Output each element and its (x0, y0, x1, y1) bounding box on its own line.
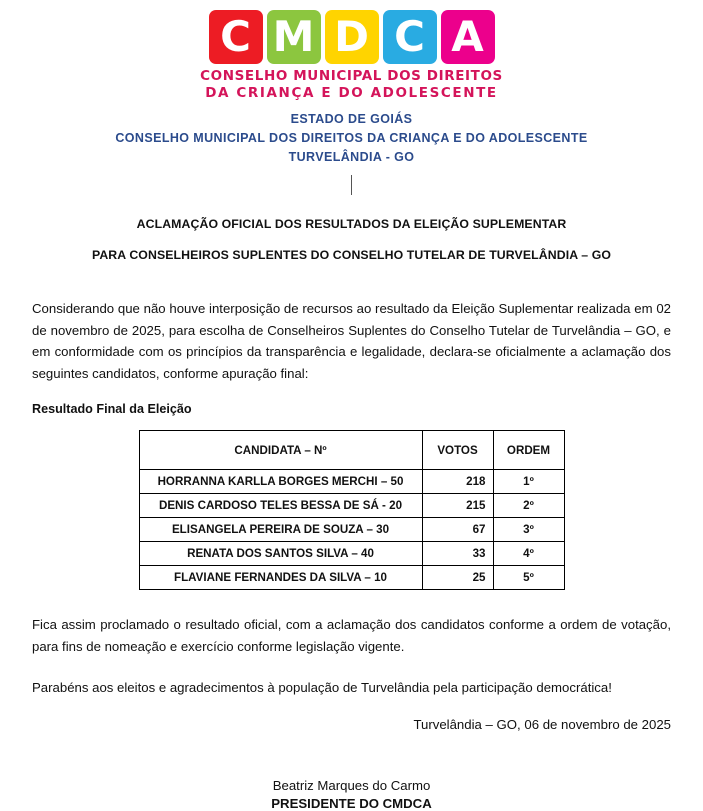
header-state: ESTADO DE GOIÁS (290, 112, 413, 126)
logo-tile-m: M (267, 10, 321, 64)
logo-tile-d: D (325, 10, 379, 64)
header-city: TURVELÂNDIA - GO (288, 150, 415, 164)
logo-subtitle-line2: DA CRIANÇA E DO ADOLESCENTE (205, 85, 498, 101)
logo-letter-tiles (200, 10, 503, 64)
column-header-candidate: CANDIDATA – Nº (139, 431, 422, 470)
cmdca-logo (200, 10, 503, 101)
cell-candidate: FLAVIANE FERNANDES DA SILVA – 10 (139, 566, 422, 590)
signature-block (28, 778, 675, 811)
signatory-role: PRESIDENTE DO CMDCA (271, 795, 432, 811)
cell-order: 1º (493, 470, 564, 494)
cell-candidate: RENATA DOS SANTOS SILVA – 40 (139, 542, 422, 566)
table-row (139, 542, 564, 566)
header-divider (351, 175, 352, 195)
logo-block (28, 0, 675, 102)
logo-tile-c1: C (209, 10, 263, 64)
column-header-votes: VOTOS (422, 431, 493, 470)
cell-order: 2º (493, 494, 564, 518)
table-row (139, 518, 564, 542)
proclamation-paragraph: Fica assim proclamado o resultado oficial, com a aclamação dos candidatos conforme a ordem de votação, para fins de nomeação e exercício conforme legislação vigente. (32, 617, 671, 654)
cell-votes: 25 (422, 566, 493, 590)
column-header-order: ORDEM (493, 431, 564, 470)
table-header-row (139, 431, 564, 470)
cell-order: 5º (493, 566, 564, 590)
header-council: CONSELHO MUNICIPAL DOS DIREITOS DA CRIANÇA E DO ADOLESCENTE (115, 131, 588, 145)
cell-candidate: ELISANGELA PEREIRA DE SOUZA – 30 (139, 518, 422, 542)
signatory-name: Beatriz Marques do Carmo (272, 777, 431, 793)
cell-candidate: HORRANNA KARLLA BORGES MERCHI – 50 (139, 470, 422, 494)
table-body (139, 470, 564, 590)
cell-order: 3º (493, 518, 564, 542)
logo-tile-a: A (441, 10, 495, 64)
table-row (139, 494, 564, 518)
results-table (139, 430, 565, 590)
place-and-date: Turvelândia – GO, 06 de novembro de 2025 (413, 716, 671, 732)
table-head (139, 431, 564, 470)
cell-order: 4º (493, 542, 564, 566)
page-title: ACLAMAÇÃO OFICIAL DOS RESULTADOS DA ELEIÇÃO SUPLEMENTAR (136, 217, 567, 231)
results-label: Resultado Final da Eleição (32, 402, 192, 416)
table-row (139, 566, 564, 590)
cell-votes: 33 (422, 542, 493, 566)
logo-tile-c2: C (383, 10, 437, 64)
organization-header (28, 110, 675, 167)
cell-votes: 67 (422, 518, 493, 542)
cell-votes: 218 (422, 470, 493, 494)
logo-subtitle-line1: CONSELHO MUNICIPAL DOS DIREITOS (200, 68, 503, 84)
cell-candidate: DENIS CARDOSO TELES BESSA DE SÁ - 20 (139, 494, 422, 518)
page-subtitle: PARA CONSELHEIROS SUPLENTES DO CONSELHO TUTELAR DE TURVELÂNDIA – GO (91, 248, 612, 262)
intro-paragraph: Considerando que não houve interposição de recursos ao resultado da Eleição Suplementar realizada em 02 de novembro de 2025, para escolha de Conselheiros Suplentes do Conselho Tutelar de Turvelândia – GO, e em conformidade com os princípios da transparência e legalidade, declara-se oficialmente a aclamação dos seguintes candidatos, conforme apuração final: (32, 301, 671, 381)
results-table-wrapper (28, 430, 675, 590)
cell-votes: 215 (422, 494, 493, 518)
congratulations-paragraph: Parabéns aos eleitos e agradecimentos à população de Turvelândia pela participação democrática! (32, 680, 612, 695)
table-row (139, 470, 564, 494)
